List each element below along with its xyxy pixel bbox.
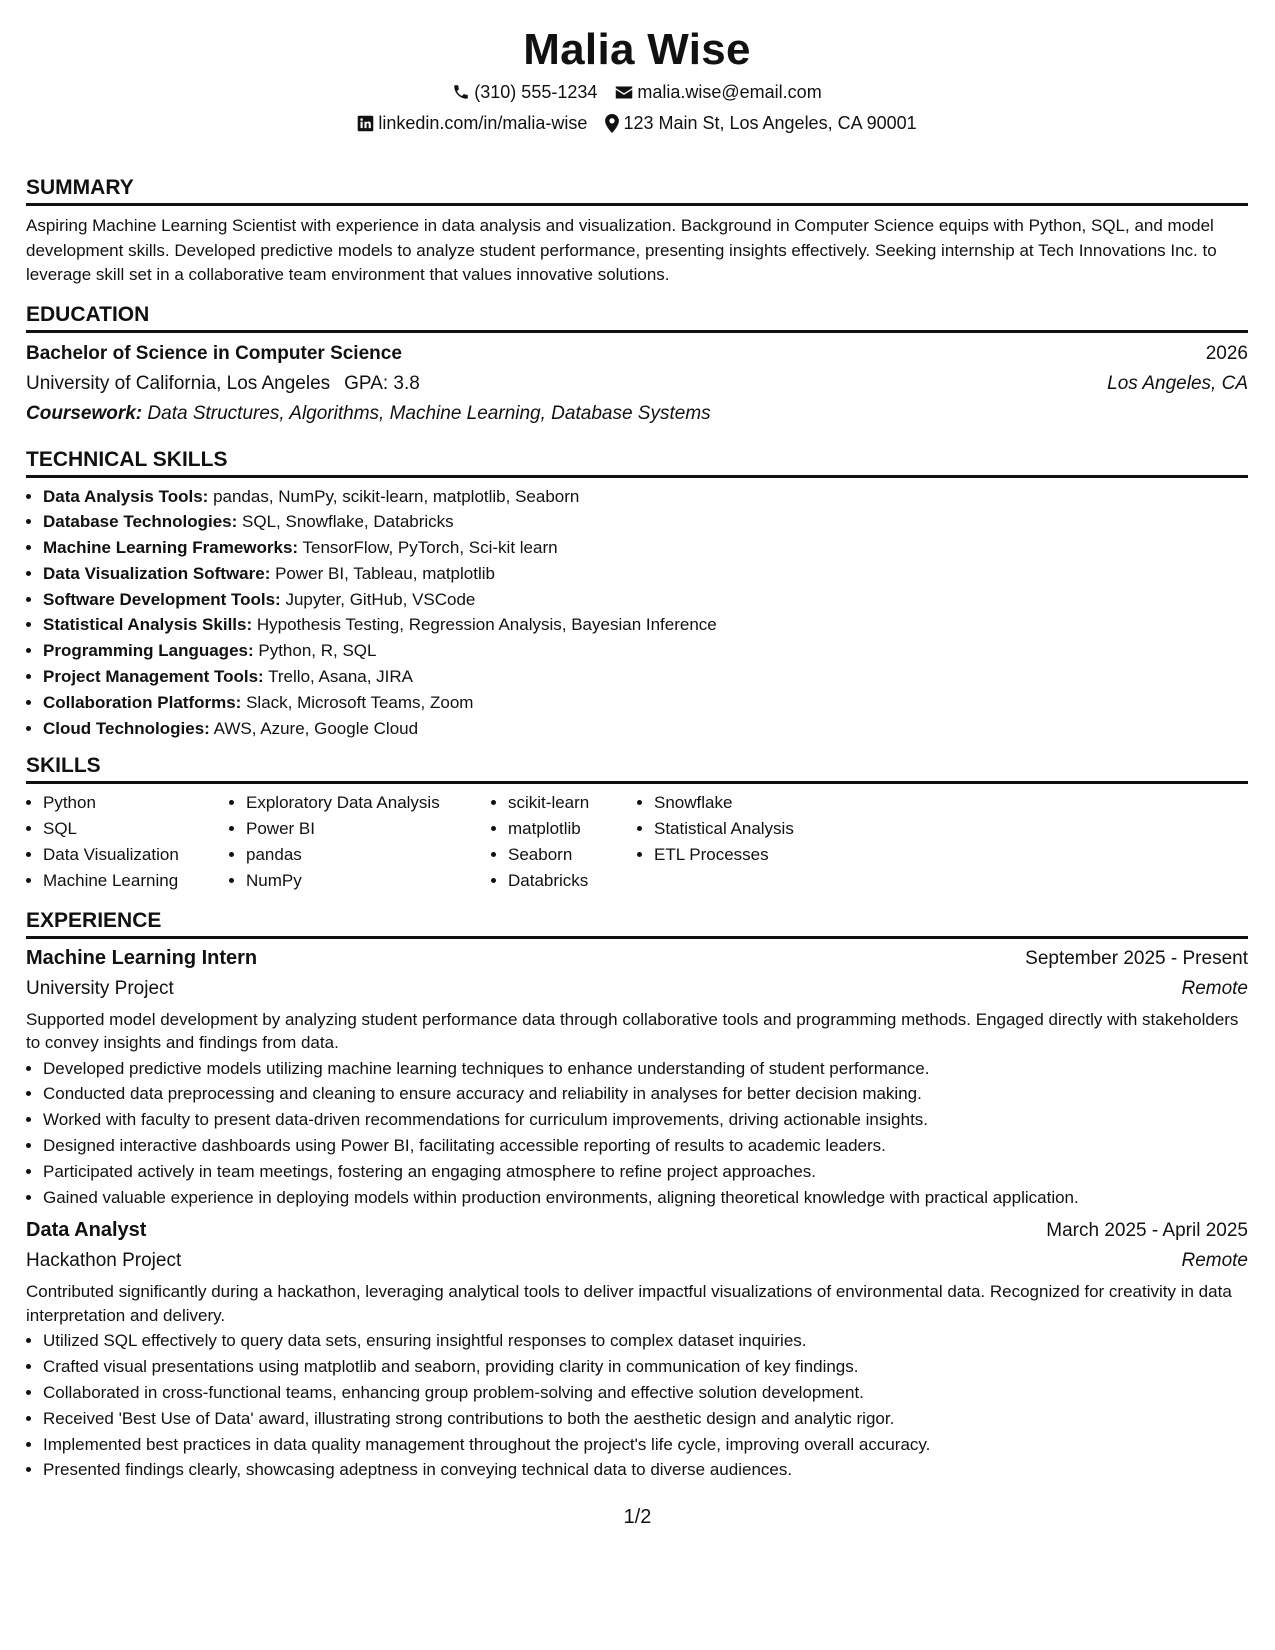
skill-category-label: Software Development Tools: (43, 589, 281, 609)
skill-item: • Machine Learning (43, 868, 229, 894)
skill-item: • Databricks (508, 868, 637, 894)
job-location: Remote (1181, 1250, 1248, 1272)
section-title-technical-skills: TECHNICAL SKILLS (26, 447, 1248, 478)
skill-item: • Power BI (246, 816, 491, 842)
section-title-education: EDUCATION (26, 302, 1248, 333)
section-title-experience: EXPERIENCE (26, 908, 1248, 939)
skills-column (229, 790, 491, 893)
list-item: • Conducted data preprocessing and cleaning to ensure accuracy and reliability in analyses for better decision making. (43, 1081, 1248, 1107)
skill-category-value: TensorFlow, PyTorch, Sci-kit learn (302, 538, 558, 558)
job-dates: September 2025 - Present (1025, 947, 1248, 969)
skill-category-label: Data Visualization Software: (43, 563, 271, 583)
gpa: GPA: 3.8 (344, 372, 420, 394)
experience-entry (26, 945, 1248, 1211)
skill-category-value: pandas, NumPy, scikit-learn, matplotlib, Seaborn (213, 486, 580, 506)
skill-category-label: Project Management Tools: (43, 667, 264, 687)
skill-category-value: Python, R, SQL (258, 641, 377, 661)
job-bullets (26, 1328, 1248, 1483)
job-header-row (26, 1217, 1248, 1244)
list-item (43, 664, 1248, 690)
school-name: University of California, Los Angeles (26, 372, 331, 394)
job-description: Contributed significantly during a hackathon, leveraging analytical tools to deliver impactful visualizations of environmental data. Recognized for creativity in data interpretation and delivery. (26, 1282, 1232, 1325)
skill-category-label: Data Analysis Tools: (43, 486, 209, 506)
list-item (43, 612, 1248, 638)
skill-item: • Data Visualization (43, 842, 229, 868)
list-item: • Presented findings clearly, showcasing adeptness in conveying technical data to diverse audiences. (43, 1457, 1248, 1483)
job-org-row (26, 1248, 1248, 1274)
list-item (43, 561, 1248, 587)
list-item (43, 509, 1248, 535)
summary-text: Aspiring Machine Learning Scientist with experience in data analysis and visualization. Background in Computer Science equips with Python, SQL, and model development skills. Developed predictive models to analyze student performance, presenting insights effectively. Seeking internship at Tech Innovations Inc. to leverage skill set in a collaborative team environment that values innovative solutions. (26, 216, 1217, 284)
skill-category-value: Trello, Asana, JIRA (268, 667, 414, 687)
list-item (43, 535, 1248, 561)
envelope-icon (615, 85, 633, 100)
school-location: Los Angeles, CA (1107, 372, 1248, 394)
list-item: • Utilized SQL effectively to query data sets, ensuring insightful responses to complex dataset inquiries. (43, 1328, 1248, 1354)
skill-item: • NumPy (246, 868, 491, 894)
job-title: Data Analyst (26, 1219, 147, 1242)
list-item: • Crafted visual presentations using matplotlib and seaborn, providing clarity in communication of key findings. (43, 1354, 1248, 1380)
contact-row-2 (26, 111, 1248, 135)
skill-category-label: Programming Languages: (43, 641, 254, 661)
job-title: Machine Learning Intern (26, 946, 258, 969)
skill-category-label: Statistical Analysis Skills: (43, 615, 253, 635)
school-info (26, 371, 420, 397)
skill-category-label: Database Technologies: (43, 512, 238, 532)
job-bullets (26, 1056, 1248, 1211)
skill-item: • SQL (43, 816, 229, 842)
skills-column (491, 790, 637, 893)
list-item: • Collaborated in cross-functional teams, enhancing group problem-solving and effective solution development. (43, 1380, 1248, 1406)
job-organization: Hackathon Project (26, 1250, 182, 1272)
coursework-list: Data Structures, Algorithms, Machine Learning, Database Systems (147, 402, 711, 424)
list-item (43, 484, 1248, 510)
education-school-row (26, 371, 1248, 397)
skill-category-value: AWS, Azure, Google Cloud (213, 718, 419, 738)
contact-email (615, 80, 821, 104)
linkedin-icon (357, 115, 374, 132)
contact-linkedin (357, 111, 587, 135)
skill-item: • Exploratory Data Analysis (246, 790, 491, 816)
phone-icon (452, 83, 470, 101)
contact-row-1 (26, 80, 1248, 104)
skill-item: • Statistical Analysis (654, 816, 854, 842)
skill-item: • Python (43, 790, 229, 816)
coursework (26, 401, 1248, 427)
list-item: • Designed interactive dashboards using Power BI, facilitating accessible reporting of results to academic leaders. (43, 1133, 1248, 1159)
skill-category-label: Machine Learning Frameworks: (43, 538, 299, 558)
skill-item: • scikit-learn (508, 790, 637, 816)
contact-phone (452, 80, 597, 104)
list-item: • Gained valuable experience in deploying models within production environments, aligning theoretical knowledge with practical application. (43, 1185, 1248, 1211)
list-item: • Developed predictive models utilizing machine learning techniques to enhance understanding of student performance. (43, 1056, 1248, 1082)
list-item: • Participated actively in team meetings, fostering an engaging atmosphere to refine project approaches. (43, 1159, 1248, 1185)
skills-column (637, 790, 854, 893)
education-header-row (26, 341, 1248, 367)
job-org-row (26, 976, 1248, 1002)
list-item (43, 587, 1248, 613)
phone-text[interactable]: (310) 555-1234 (474, 82, 598, 102)
skill-category-value: Hypothesis Testing, Regression Analysis, Bayesian Inference (256, 615, 717, 635)
address-text: 123 Main St, Los Angeles, CA 90001 (623, 113, 917, 133)
technical-skills-list (26, 484, 1248, 742)
job-dates: March 2025 - April 2025 (1046, 1220, 1248, 1242)
skill-item: • pandas (246, 842, 491, 868)
list-item: • Received 'Best Use of Data' award, illustrating strong contributions to both the aesthetic design and analytic rigor. (43, 1406, 1248, 1432)
skill-category-value: Jupyter, GitHub, VSCode (285, 589, 476, 609)
page-number: 1/2 (623, 1506, 652, 1528)
linkedin-link[interactable]: linkedin.com/in/malia-wise (378, 113, 588, 133)
skill-item: • Snowflake (654, 790, 854, 816)
email-link[interactable]: malia.wise@email.com (637, 82, 822, 102)
skill-category-value: SQL, Snowflake, Databricks (242, 512, 454, 532)
skill-category-label: Cloud Technologies: (43, 718, 210, 738)
job-header-row (26, 945, 1248, 972)
resume-page (26, 0, 1248, 1483)
skills-grid (26, 790, 1248, 893)
skills-column (26, 790, 229, 893)
map-pin-icon (605, 114, 619, 133)
coursework-label: Coursework: (26, 402, 143, 424)
section-title-summary: SUMMARY (26, 175, 1248, 206)
skill-item: • ETL Processes (654, 842, 854, 868)
skill-item: • matplotlib (508, 816, 637, 842)
list-item: • Implemented best practices in data quality management throughout the project's life cycle, improving overall accuracy. (43, 1432, 1248, 1458)
job-description: Supported model development by analyzing student performance data through collaborative tools and programming methods. Engaged directly with stakeholders to convey insights and findings from data. (26, 1009, 1239, 1053)
degree: Bachelor of Science in Computer Science (26, 342, 402, 364)
candidate-name: Malia Wise (523, 25, 751, 74)
experience-entry (26, 1217, 1248, 1483)
section-title-skills: SKILLS (26, 753, 1248, 784)
contact-address (605, 111, 916, 135)
skill-category-value: Slack, Microsoft Teams, Zoom (246, 692, 474, 712)
job-organization: University Project (26, 977, 174, 999)
skill-category-value: Power BI, Tableau, matplotlib (275, 563, 495, 583)
list-item: • Worked with faculty to present data-driven recommendations for curriculum improvements, driving actionable insights. (43, 1107, 1248, 1133)
job-location: Remote (1181, 977, 1248, 999)
list-item (43, 690, 1248, 716)
skill-item: • Seaborn (508, 842, 637, 868)
list-item (43, 638, 1248, 664)
skill-category-label: Collaboration Platforms: (43, 692, 242, 712)
list-item (43, 716, 1248, 742)
graduation-year: 2026 (1205, 342, 1248, 364)
